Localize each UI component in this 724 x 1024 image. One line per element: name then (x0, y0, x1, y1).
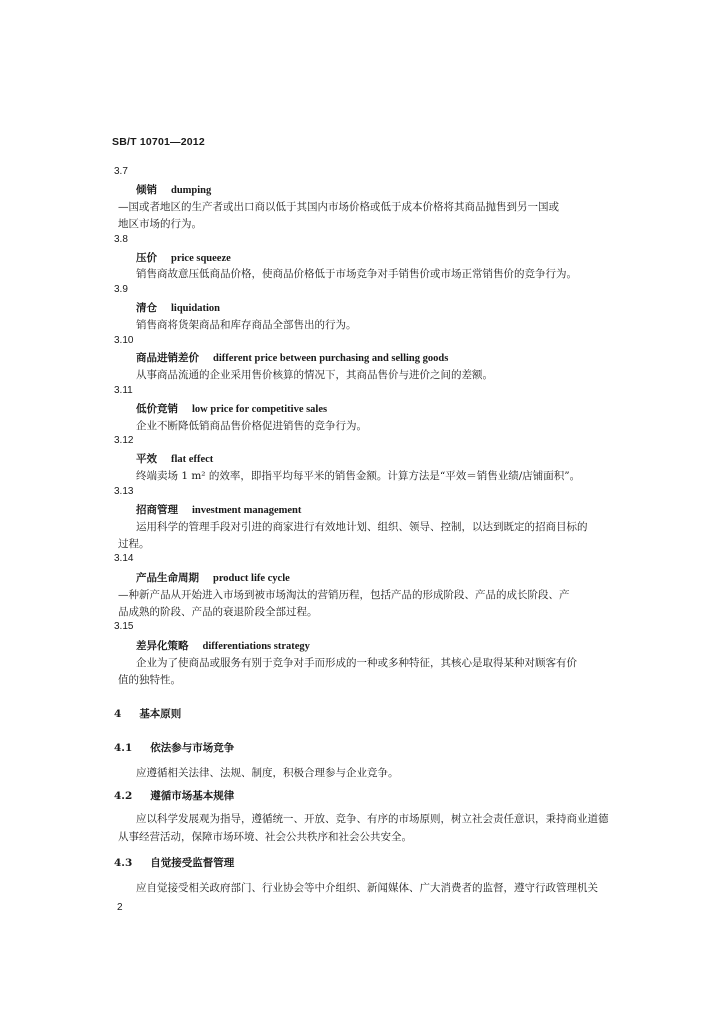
definition-line: 运用科学的管理手段对引进的商家进行有效地计划、组织、领导、控制，以达到既定的招商目标的 (136, 521, 588, 533)
clause-heading (114, 740, 234, 755)
term-en: low price for competitive sales (192, 404, 328, 415)
entry-number: 3.13 (114, 486, 134, 497)
page-number: 2 (117, 902, 123, 913)
definition-line: 从事商品流通的企业采用售价核算的情况下，其商品售价与进价之间的差额。 (136, 369, 493, 381)
entry-number: 3.8 (114, 234, 128, 245)
clause-number: 4.3 (114, 857, 133, 869)
definition-line: —国或者地区的生产者或出口商以低于其国内市场价格或低于成本价格将其商品抛售到另一国或 (118, 201, 559, 213)
definition-line: 过程。 (118, 538, 150, 550)
term-cn: 倾销 (136, 184, 157, 196)
clause-text-line: 从事经营活动，保障市场环境、社会公共秩序和社会公共安全。 (118, 831, 412, 843)
entry-number: 3.7 (114, 166, 128, 177)
entry-number: 3.9 (114, 284, 128, 295)
section-number: 4 (114, 708, 122, 720)
section-heading (114, 706, 181, 721)
clause-heading (114, 855, 234, 870)
entry-number: 3.14 (114, 553, 134, 564)
term-en: liquidation (171, 303, 221, 314)
entry-number: 3.10 (114, 335, 134, 346)
term-en: price squeeze (171, 253, 231, 264)
clause-title: 自觉接受监督管理 (150, 857, 235, 869)
term-cn: 招商管理 (136, 504, 178, 516)
entry-number: 3.11 (114, 385, 133, 396)
definition-line: 销售商故意压低商品价格，使商品价格低于市场竞争对手销售价或市场正常销售价的竞争行为。 (136, 268, 577, 280)
term-heading (136, 182, 211, 197)
definition-line: 销售商将货架商品和库存商品全部售出的行为。 (136, 319, 357, 331)
definition-line: —种新产品从开始进入市场到被市场淘汰的营销历程，包括产品的形成阶段、产品的成长阶段、产 (118, 589, 570, 601)
definition-line: 品成熟的阶段、产品的衰退阶段全部过程。 (118, 606, 318, 618)
clause-text-line: 应自觉接受相关政府部门、行业协会等中介组织、新闻媒体、广大消费者的监督，遵守行政管理机关 (136, 882, 598, 894)
term-heading (136, 401, 327, 416)
term-cn: 清仓 (136, 302, 157, 314)
definition-line: 值的独特性。 (118, 674, 181, 686)
definition-line: 企业为了使商品或服务有别于竞争对手而形成的一种或多种特征，其核心是取得某种对顾客有价 (136, 657, 577, 669)
clause-number: 4.1 (114, 742, 133, 754)
term-heading (136, 300, 220, 315)
clause-text-line: 应以科学发展观为指导，遵循统一、开放、竞争、有序的市场原则，树立社会责任意识，秉持商业道德 (136, 813, 609, 825)
term-en: investment management (192, 505, 302, 516)
definition-line: 终端卖场 1 m² 的效率，即指平均每平米的销售金额。计算方法是“平效＝销售业绩/店铺面积”。 (136, 470, 581, 482)
term-heading (136, 638, 310, 653)
clause-title: 遵循市场基本规律 (150, 790, 235, 802)
entry-number: 3.12 (114, 435, 134, 446)
term-en: flat effect (171, 454, 214, 465)
term-cn: 平效 (136, 453, 157, 465)
section-title: 基本原则 (139, 708, 182, 720)
term-cn: 商品进销差价 (136, 352, 199, 364)
term-heading (136, 570, 290, 585)
clause-heading (114, 788, 234, 803)
clause-text-line: 应遵循相关法律、法规、制度，积极合理参与企业竞争。 (136, 767, 399, 779)
term-heading (136, 350, 448, 365)
clause-title: 依法参与市场竞争 (150, 742, 235, 754)
term-en: differentiations strategy (202, 641, 310, 652)
term-en: dumping (171, 185, 212, 196)
definition-line: 企业不断降低销商品售价格促进销售的竞争行为。 (136, 420, 367, 432)
clause-number: 4.2 (114, 790, 133, 802)
term-heading (136, 502, 301, 517)
standard-header: SB/T 10701—2012 (112, 136, 205, 148)
definition-line: 地区市场的行为。 (118, 218, 202, 230)
term-heading (136, 250, 231, 265)
term-en: product life cycle (213, 573, 290, 584)
term-cn: 低价竞销 (136, 403, 178, 415)
term-cn: 产品生命周期 (136, 572, 199, 584)
term-en: different price between purchasing and selling goods (213, 353, 449, 364)
term-cn: 压价 (136, 252, 157, 264)
term-heading (136, 451, 213, 466)
term-cn: 差异化策略 (136, 640, 189, 652)
entry-number: 3.15 (114, 621, 134, 632)
